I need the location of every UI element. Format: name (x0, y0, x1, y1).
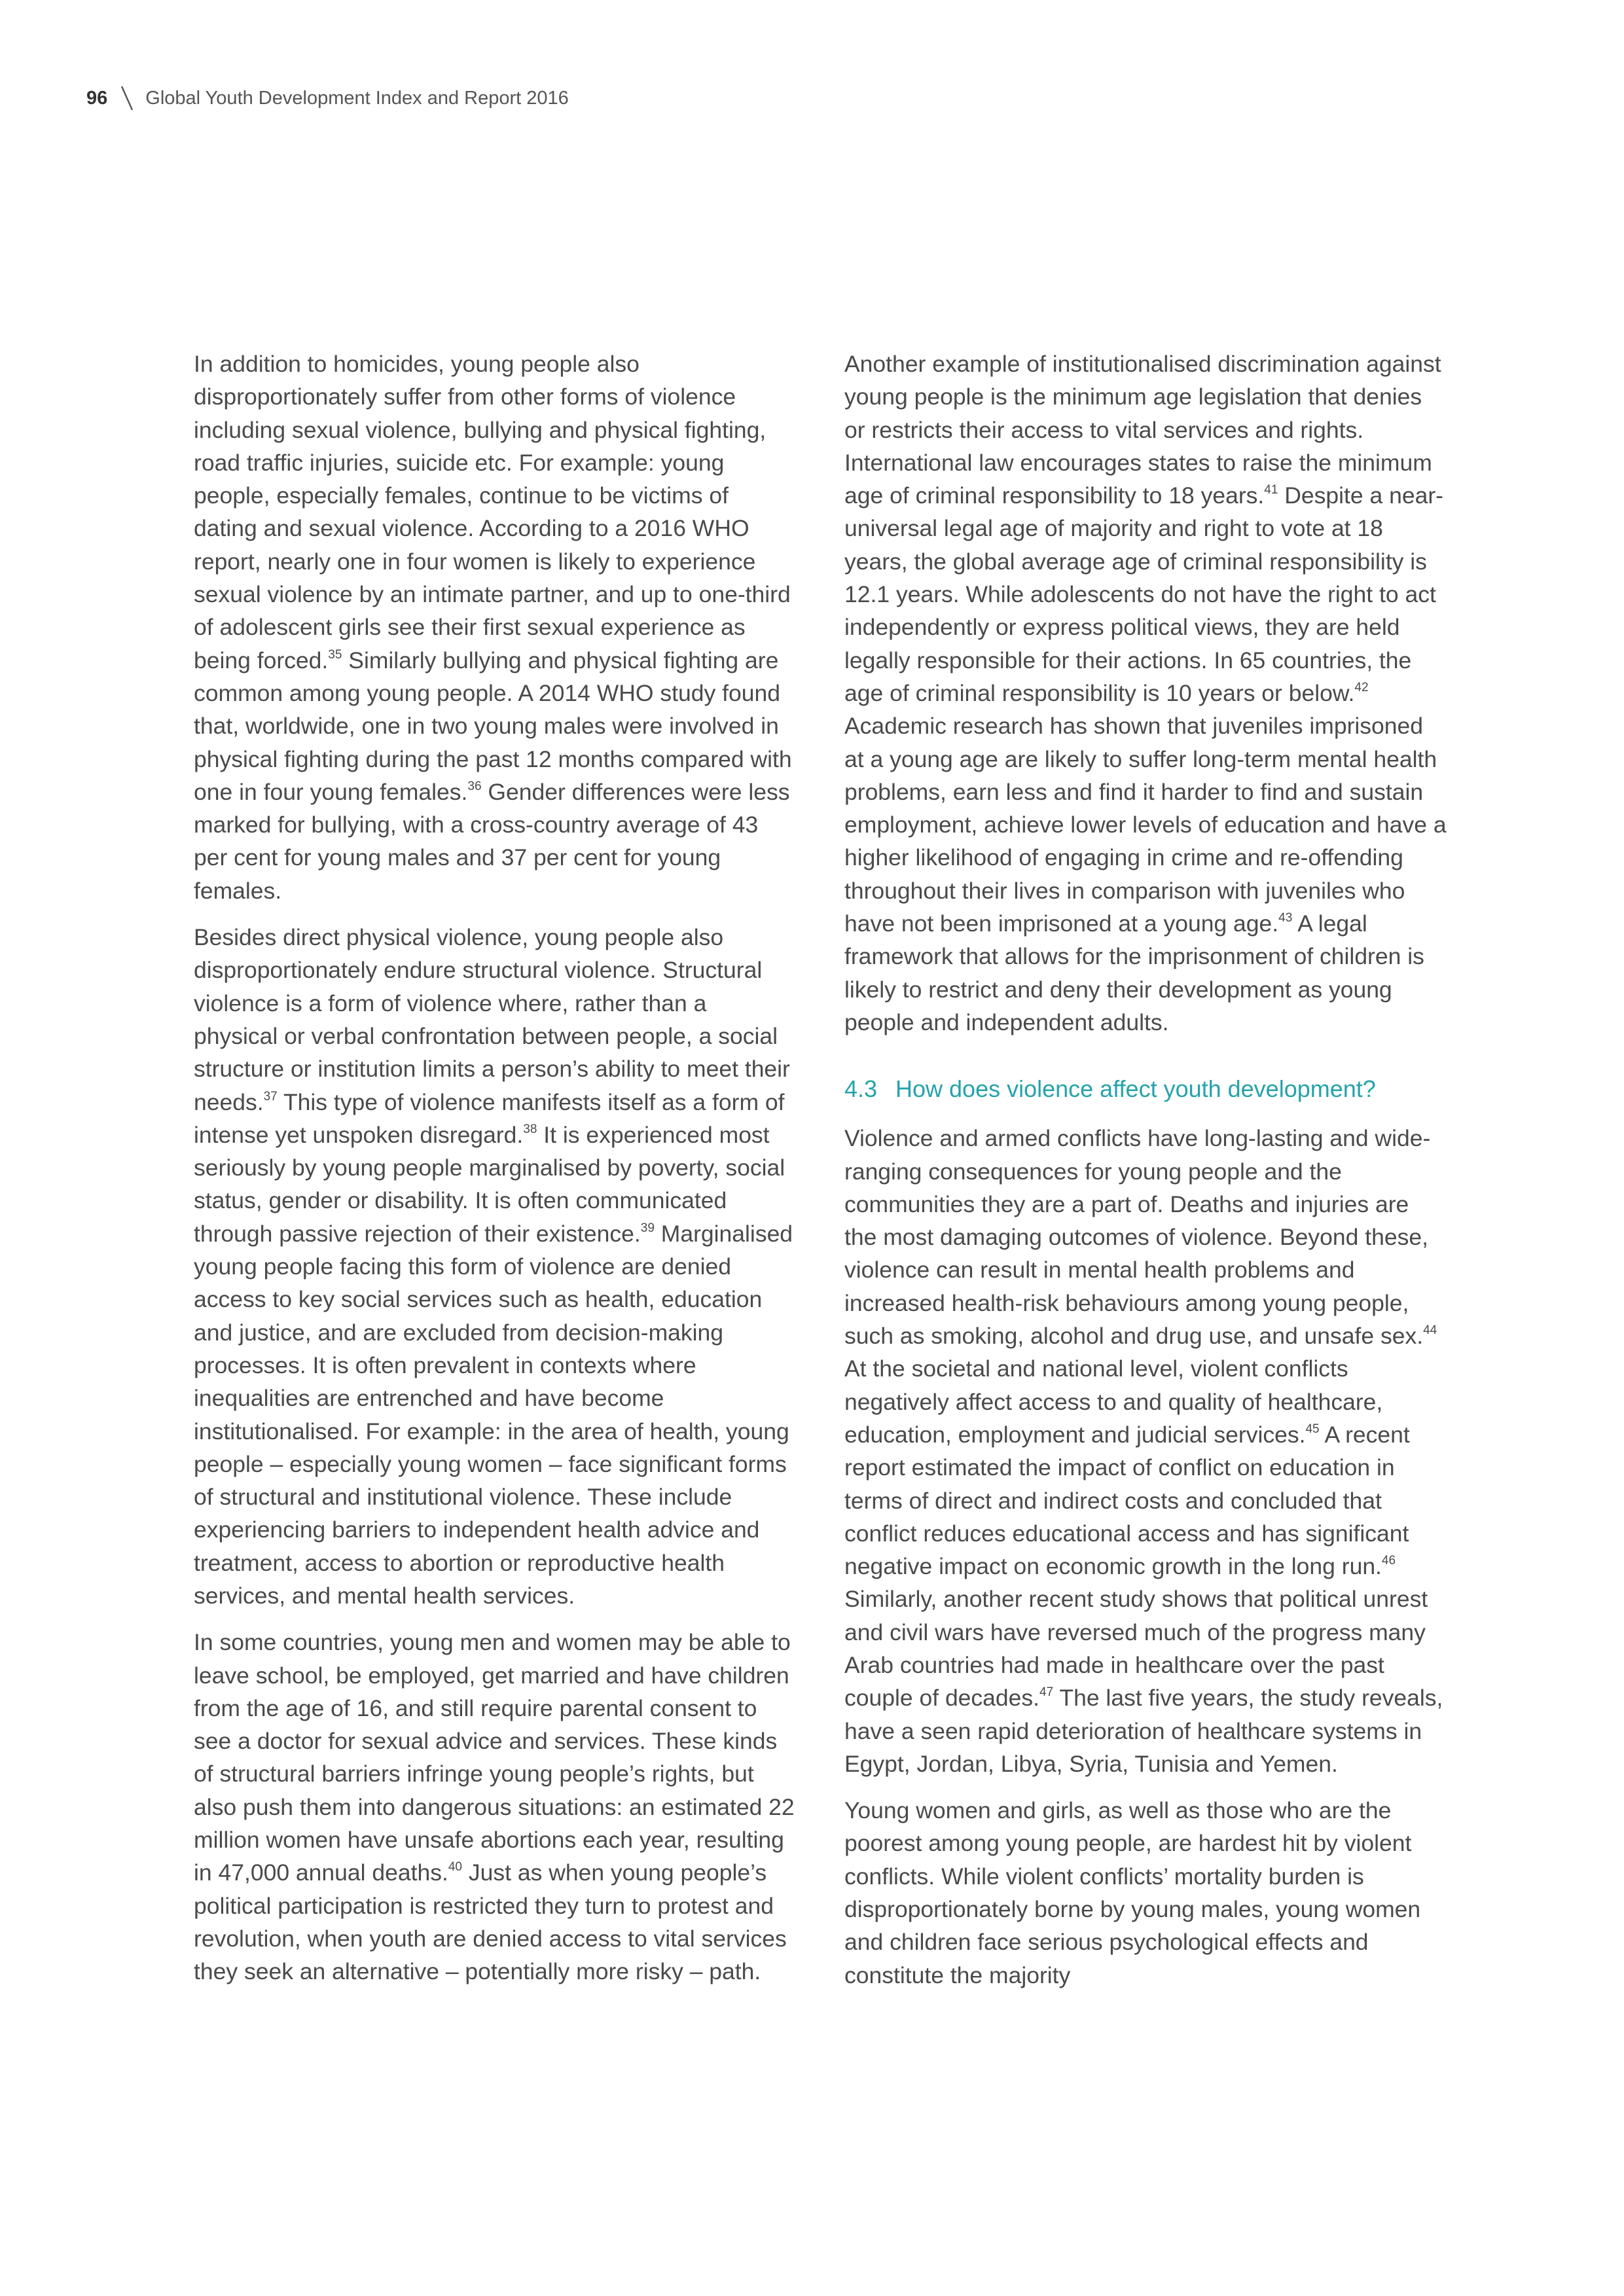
footnote-ref: 37 (263, 1089, 278, 1103)
footnote-ref: 40 (448, 1860, 462, 1874)
report-title: Global Youth Development Index and Report 2016 (145, 87, 569, 109)
body-paragraph: Besides direct physical violence, young people also disproportionately endure structural violence. Structural violence is a form of violence where, rather than a physical or verbal confrontation between people, a social structure or institution limits a person’s ability to meet their needs.$^{37}$ This type of violence manifests itself as a form of intense yet unspoken disregard.$^{38}$ It is experienced most seriously by young people marginalised by poverty, social status, gender or disability. It is often communicated through passive rejection of their existence.$^{39}$ Marginalised young people facing this form of violence are denied access to key social services such as health, education and justice, and are excluded from decision-making processes. It is often prevalent in contexts where inequalities are entrenched and have become institutionalised. For example: in the area of health, young people – especially young women – face significant forms of structural and institutional violence. These include experiencing barriers to independent health advice and treatment, access to abortion or reproductive health services, and mental health services. (194, 924, 793, 1609)
footnote-ref: 35 (328, 647, 342, 662)
footnote-ref: 44 (1423, 1323, 1437, 1338)
page-number: 96 (86, 87, 108, 109)
left-column (194, 348, 796, 2002)
footnote-ref: 47 (1039, 1685, 1054, 1700)
body-paragraph: Violence and armed conflicts have long-lasting and wide-ranging consequences for young people and the communities they are a part of. Deaths and injuries are the most damaging outcomes of violence. Beyond these, violence can result in mental health problems and increased health-risk behaviours among young people, such as smoking, alcohol and drug use, and unsafe sex.$^{44}$ At the societal and national level, violent conflicts negatively affect access to and quality of healthcare, education, employment and judicial services.$^{45}$ A recent report estimated the impact of conflict on education in terms of direct and indirect costs and concluded that conflict reduces educational access and has significant negative impact on economic growth in the long run.$^{46}$ Similarly, another recent study shows that political unrest and civil wars have reversed much of the progress many Arab countries had made in healthcare over the past couple of decades.$^{47}$ The last five years, the study reveals, have a seen rapid deterioration of healthcare systems in Egypt, Jordan, Libya, Syria, Tunisia and Yemen. (844, 1125, 1443, 1777)
footnote-ref: 46 (1381, 1554, 1396, 1568)
body-paragraph: Another example of institutionalised discrimination against young people is the minimum age legislation that denies or restricts their access to vital services and rights. International law encourages states to raise the minimum age of criminal responsibility to 18 years.$^{41}$ Despite a near-universal legal age of majority and right to vote at 18 years, the global average age of criminal responsibility is 12.1 years. While adolescents do not have the right to act independently or express political views, they are held legally responsible for their actions. In 65 countries, the age of criminal responsibility is 10 years or below.$^{42}$ Academic research has shown that juveniles imprisoned at a young age are likely to suffer long-term mental health problems, earn less and find it harder to find and sustain employment, achieve lower levels of education and have a higher likelihood of engaging in crime and re-offending throughout their lives in comparison with juveniles who have not been imprisoned at a young age.$^{43}$ A legal framework that allows for the imprisonment of children is likely to restrict and deny their development as young people and independent adults. (844, 351, 1447, 1035)
right-column (844, 348, 1447, 2005)
body-paragraph: Young women and girls, as well as those who are the poorest among young people, are hardest hit by violent conflicts. While violent conflicts’ mortality burden is disproportionately borne by young males, young women and children face serious psychological effects and constitute the majority (844, 1797, 1421, 1988)
footnote-ref: 42 (1354, 680, 1369, 694)
running-header (86, 84, 569, 113)
footnote-ref: 36 (467, 779, 482, 793)
footnote-ref: 38 (523, 1122, 537, 1136)
footnote-ref: 45 (1305, 1422, 1320, 1436)
body-paragraph: In addition to homicides, young people also disproportionately suffer from other forms of violence including sexual violence, bullying and physical fighting, road traffic injuries, suicide etc. For example: young people, especially females, continue to be victims of dating and sexual violence. According to a 2016 WHO report, nearly one in four women is likely to experience sexual violence by an intimate partner, and up to one-third of adolescent girls see their first sexual experience as being forced.$^{35}$ Similarly bullying and physical fighting are common among young people. A 2014 WHO study found that, worldwide, one in two young males were involved in physical fighting during the past 12 months compared with one in four young females.$^{36}$ Gender differences were less marked for bullying, with a cross-country average of 43 per cent for young males and 37 per cent for young females. (194, 351, 792, 904)
section-number: 4.3 (844, 1075, 878, 1103)
footnote-ref: 41 (1264, 483, 1278, 497)
body-paragraph: In some countries, young men and women may be able to leave school, be employed, get married and have children from the age of 16, and still require parental consent to see a doctor for sexual advice and services. These kinds of structural barriers infringe young people’s rights, but also push them into dangerous situations: an estimated 22 million women have unsafe abortions each year, resulting in 47,000 annual deaths.$^{40}$ Just as when young people’s political participation is restricted they turn to protest and revolution, when youth are denied access to vital services they seek an alternative – potentially more risky – path. (194, 1629, 795, 1985)
backslash-separator-icon (118, 84, 136, 113)
section-title: How does violence affect youth development? (895, 1075, 1376, 1103)
footnote-ref: 39 (640, 1221, 655, 1235)
footnote-ref: 43 (1278, 911, 1293, 925)
section-heading (844, 1073, 1447, 1105)
